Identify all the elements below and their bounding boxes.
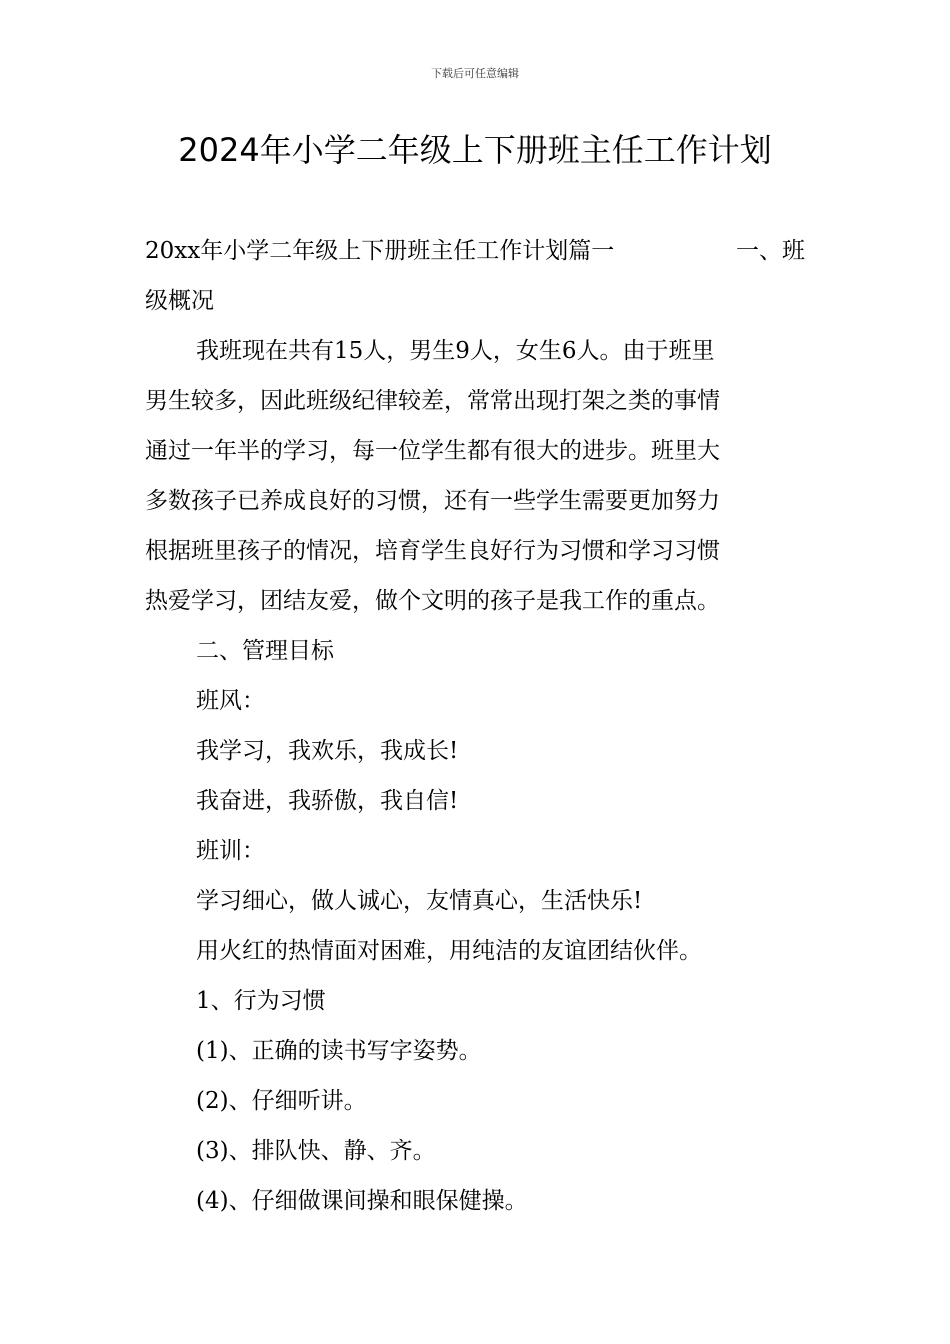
section1-heading-head: 一、班 bbox=[736, 238, 805, 264]
motto-label: 班训： bbox=[196, 838, 265, 864]
motto-line: 用火红的热情面对困难，用纯洁的友谊团结伙伴。 bbox=[196, 938, 702, 964]
intro-heading: 20xx年小学二年级上下册班主任工作计划篇一 bbox=[145, 238, 615, 264]
overview-line: 男生较多，因此班级纪律较差，常常出现打架之类的事情 bbox=[145, 388, 720, 414]
habits-heading: 1、行为习惯 bbox=[196, 988, 326, 1014]
habits-item: (3)、排队快、静、齐。 bbox=[196, 1138, 436, 1164]
habits-item: (2)、仔细听讲。 bbox=[196, 1088, 367, 1114]
document-title: 2024年小学二年级上下册班主任工作计划 bbox=[178, 131, 772, 169]
class-style-line: 我奋进，我骄傲，我自信! bbox=[196, 788, 459, 814]
motto-line: 学习细心，做人诚心，友情真心，生活快乐! bbox=[196, 888, 643, 914]
class-style-line: 我学习，我欢乐，我成长! bbox=[196, 738, 459, 764]
section1-heading-tail: 级概况 bbox=[145, 288, 214, 314]
overview-line: 通过一年半的学习，每一位学生都有很大的进步。班里大 bbox=[145, 438, 720, 464]
class-style-label: 班风： bbox=[196, 688, 265, 714]
document-body bbox=[145, 226, 805, 1226]
section2-heading: 二、管理目标 bbox=[196, 638, 334, 664]
overview-line: 我班现在共有15人，男生9人，女生6人。由于班里 bbox=[196, 338, 715, 364]
overview-line: 根据班里孩子的情况，培育学生良好行为习惯和学习习惯 bbox=[145, 538, 720, 564]
header-note: 下载后可任意编辑 bbox=[431, 67, 519, 80]
intro-line bbox=[145, 226, 805, 276]
habits-item: (1)、正确的读书写字姿势。 bbox=[196, 1038, 482, 1064]
overview-line: 热爱学习，团结友爱，做个文明的孩子是我工作的重点。 bbox=[145, 588, 720, 614]
habits-item: (4)、仔细做课间操和眼保健操。 bbox=[196, 1188, 528, 1214]
overview-line: 多数孩子已养成良好的习惯，还有一些学生需要更加努力 bbox=[145, 488, 720, 514]
